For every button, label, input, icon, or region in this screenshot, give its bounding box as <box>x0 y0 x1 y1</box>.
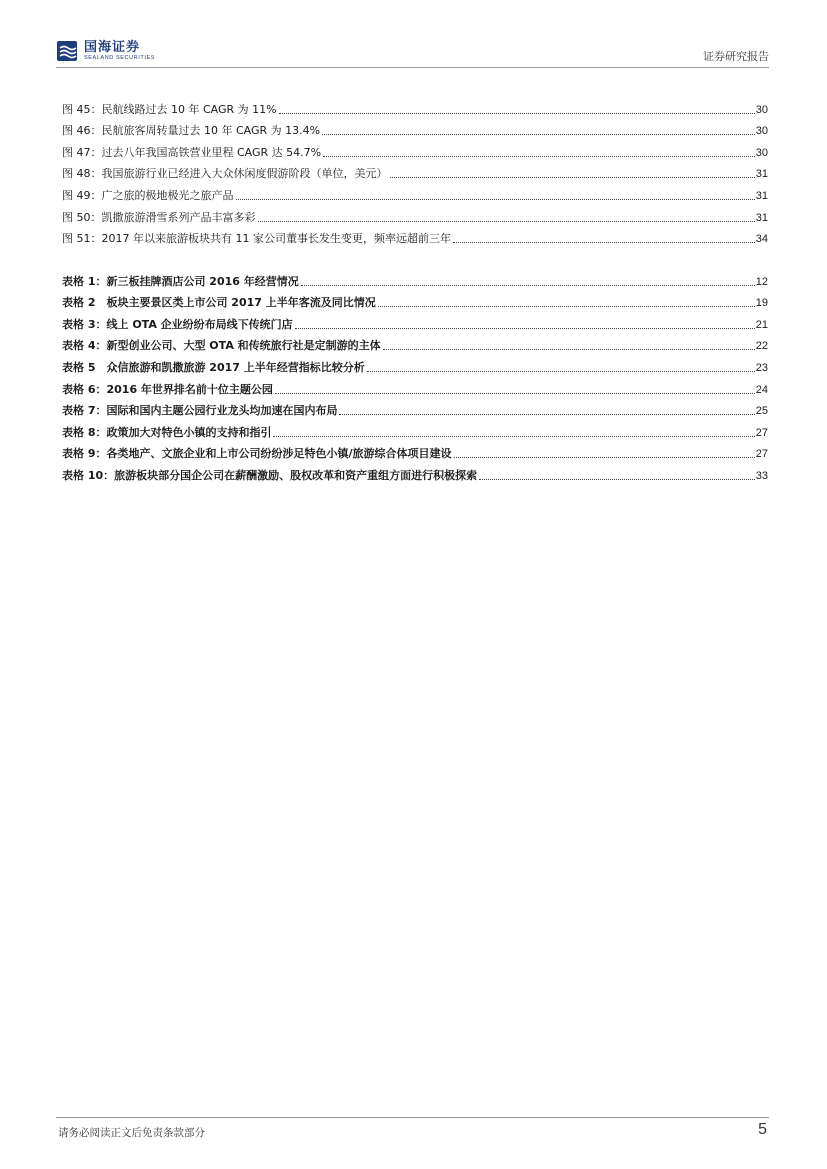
toc-entry-figure[interactable] <box>62 160 768 182</box>
dot-leader <box>301 285 755 286</box>
toc-entry-page: 23 <box>755 361 768 374</box>
footer-divider <box>56 1117 769 1118</box>
dot-leader <box>453 242 755 243</box>
toc-entry-table[interactable] <box>62 375 768 397</box>
page-header <box>56 36 769 66</box>
toc-entry-page: 21 <box>755 318 768 331</box>
toc-entry-label: 表格 5 众信旅游和凯撒旅游 2017 上半年经营指标比较分析 <box>62 360 365 374</box>
footer-disclaimer: 请务必阅读正文后免责条款部分 <box>58 1127 205 1139</box>
report-type: 证券研究报告 <box>703 50 769 63</box>
toc-entry-page: 31 <box>755 211 768 224</box>
dot-leader <box>390 177 755 178</box>
toc-entry-label: 表格 2 板块主要景区类上市公司 2017 上半年客流及同比情况 <box>62 296 376 310</box>
table-list <box>62 267 768 483</box>
toc-entry-label: 图 48：我国旅游行业已经进入大众休闲度假游阶段（单位，美元） <box>62 167 388 181</box>
toc-entry-figure[interactable] <box>62 95 768 117</box>
dot-leader <box>275 393 755 394</box>
company-logo <box>56 36 155 66</box>
dot-leader <box>367 371 755 372</box>
dot-leader <box>322 134 755 135</box>
toc-entry-table[interactable] <box>62 289 768 311</box>
toc-entry-page: 24 <box>755 383 768 396</box>
dot-leader <box>258 221 755 222</box>
toc-entry-table[interactable] <box>62 310 768 332</box>
toc-entry-page: 22 <box>755 340 768 353</box>
logo-chinese-name: 国海证券 <box>84 40 141 55</box>
dot-leader <box>339 414 754 415</box>
toc-entry-page: 19 <box>755 297 768 310</box>
toc-entry-label: 图 47：过去八年我国高铁营业里程 CAGR 达 54.7% <box>62 145 322 159</box>
toc-entry-table[interactable] <box>62 418 768 440</box>
toc-entry-page: 33 <box>755 469 768 482</box>
toc-entry-page: 31 <box>755 189 768 202</box>
toc-entry-page: 12 <box>755 275 768 288</box>
dot-leader <box>479 479 755 480</box>
toc-entry-page: 34 <box>755 233 768 246</box>
toc-entry-figure[interactable] <box>62 203 768 225</box>
dot-leader <box>323 156 755 157</box>
toc-entry-label: 表格 4：新型创业公司、大型 OTA 和传统旅行社是定制游的主体 <box>62 339 381 353</box>
toc-entry-page: 30 <box>755 146 768 159</box>
dot-leader <box>295 328 755 329</box>
toc-entry-label: 图 46：民航旅客周转量过去 10 年 CAGR 为 13.4% <box>62 124 321 138</box>
logo-english-name: SEALAND SECURITIES <box>84 55 156 61</box>
toc-entry-table[interactable] <box>62 397 768 419</box>
dot-leader <box>378 306 755 307</box>
toc-entry-table[interactable] <box>62 440 768 462</box>
toc-entry-label: 表格 8：政策加大对特色小镇的支持和指引 <box>62 425 272 439</box>
toc-entry-page: 27 <box>755 426 768 439</box>
toc-entry-page: 27 <box>755 448 768 461</box>
header-divider <box>56 67 769 68</box>
toc-entry-table[interactable] <box>62 353 768 375</box>
toc-entry-page: 30 <box>755 125 768 138</box>
toc-entry-figure[interactable] <box>62 138 768 160</box>
toc-entry-table[interactable] <box>62 267 768 289</box>
toc-entry-label: 表格 6：2016 年世界排名前十位主题公园 <box>62 382 273 396</box>
toc-entry-label: 图 51：2017 年以来旅游板块共有 11 家公司董事长发生变更，频率远超前三年 <box>62 232 451 246</box>
toc-entry-label: 图 50：凯撒旅游滑雪系列产品丰富多彩 <box>62 210 256 224</box>
dot-leader <box>236 199 755 200</box>
toc-entry-figure[interactable] <box>62 181 768 203</box>
toc-entry-label: 表格 7：国际和国内主题公园行业龙头均加速在国内布局 <box>62 404 338 418</box>
toc-entry-page: 30 <box>755 103 768 116</box>
toc-entry-label: 表格 3：线上 OTA 企业纷纷布局线下传统门店 <box>62 317 293 331</box>
dot-leader <box>383 349 755 350</box>
toc-entry-label: 表格 9：各类地产、文旅企业和上市公司纷纷涉足特色小镇/旅游综合体项目建设 <box>62 447 452 461</box>
toc-entry-label: 表格 1：新三板挂牌酒店公司 2016 年经营情况 <box>62 274 299 288</box>
toc-entry-page: 31 <box>755 168 768 181</box>
dot-leader <box>273 436 754 437</box>
dot-leader <box>454 457 755 458</box>
logo-icon <box>56 40 78 62</box>
toc-entry-figure[interactable] <box>62 225 768 247</box>
toc-entry-label: 图 49：广之旅的极地极光之旅产品 <box>62 188 234 202</box>
toc-entry-table[interactable] <box>62 461 768 483</box>
dot-leader <box>279 113 755 114</box>
toc-entry-page: 25 <box>755 405 768 418</box>
toc-entry-label: 表格 10：旅游板块部分国企公司在薪酬激励、股权改革和资产重组方面进行积极探索 <box>62 468 478 482</box>
page-number: 5 <box>758 1121 767 1138</box>
toc-entry-figure[interactable] <box>62 117 768 139</box>
toc-entry-table[interactable] <box>62 332 768 354</box>
figure-list <box>62 95 768 246</box>
toc-entry-label: 图 45：民航线路过去 10 年 CAGR 为 11% <box>62 102 277 116</box>
